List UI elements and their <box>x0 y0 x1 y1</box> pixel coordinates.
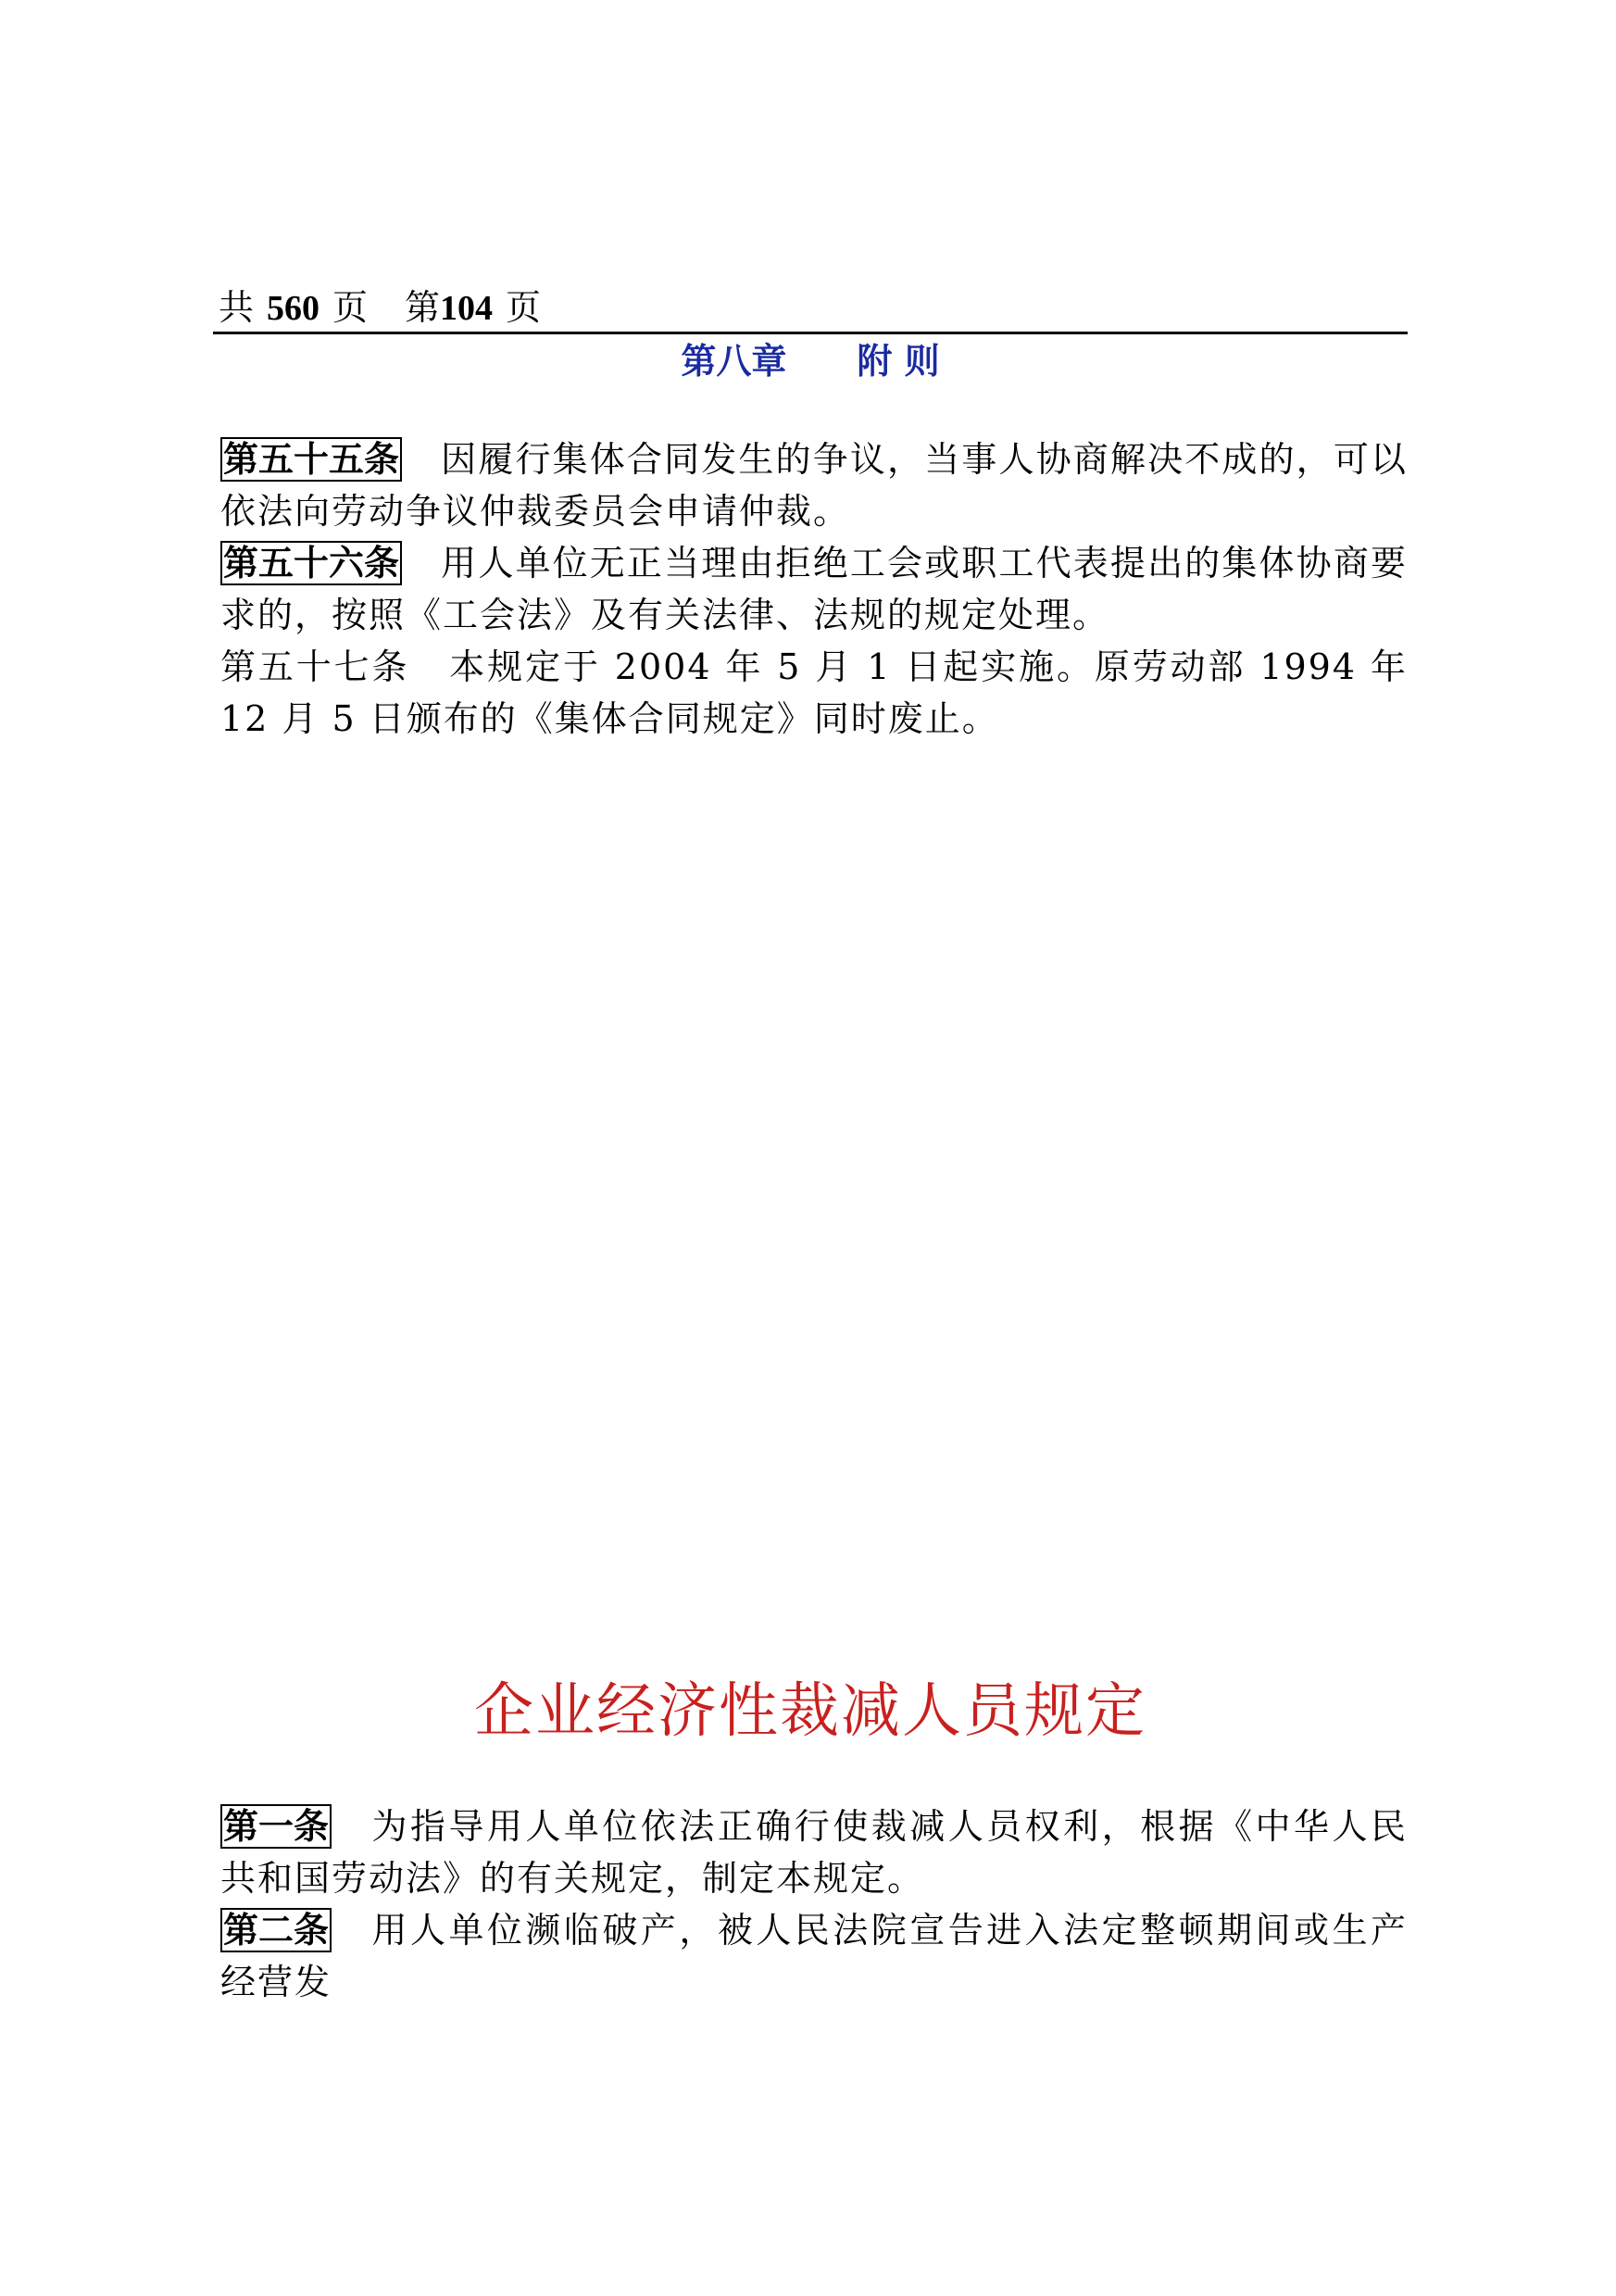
page-prefix: 第 <box>405 287 441 328</box>
article-text: 为指导用人单位依法正确行使裁减人员权利，根据《中华人民共和国劳动法》的有关规定，制定本规定。 <box>220 1806 1408 1899</box>
article-56 <box>220 537 1408 641</box>
total-prefix: 共 <box>219 287 255 328</box>
page-number: 104 <box>440 289 494 328</box>
article-label: 第五十六条 <box>220 541 402 585</box>
header-rule <box>213 332 1408 334</box>
article-label: 第五十五条 <box>220 437 402 482</box>
article-1 <box>220 1800 1408 1904</box>
page-counter <box>219 283 1408 332</box>
article-text: 本规定于 2004 年 5 月 1 日起实施。原劳动部 1994 年 12 月 5 日颁布的《集体合同规定》同时废止。 <box>220 646 1408 739</box>
total-suffix: 页 <box>332 287 369 328</box>
total-pages: 560 <box>267 289 320 328</box>
page-suffix: 页 <box>506 287 542 328</box>
article-text: 用人单位无正当理由拒绝工会或职工代表提出的集体协商要求的，按照《工会法》及有关法律、法规的规定处理。 <box>220 543 1408 635</box>
article-label: 第二条 <box>220 1908 332 1952</box>
chapter-heading: 第八章 附 则 <box>681 340 940 382</box>
article-2 <box>220 1904 1408 2008</box>
article-text: 用人单位濒临破产，被人民法院宣告进入法定整顿期间或生产经营发 <box>220 1910 1408 2002</box>
article-55 <box>220 433 1408 537</box>
article-text: 因履行集体合同发生的争议，当事人协商解决不成的，可以依法向劳动争议仲裁委员会申请仲裁。 <box>220 439 1408 532</box>
article-57 <box>220 641 1408 745</box>
article-label: 第五十七条 <box>220 646 410 687</box>
regulation-title: 企业经济性裁减人员规定 <box>474 1677 1146 1746</box>
article-label: 第一条 <box>220 1804 332 1849</box>
